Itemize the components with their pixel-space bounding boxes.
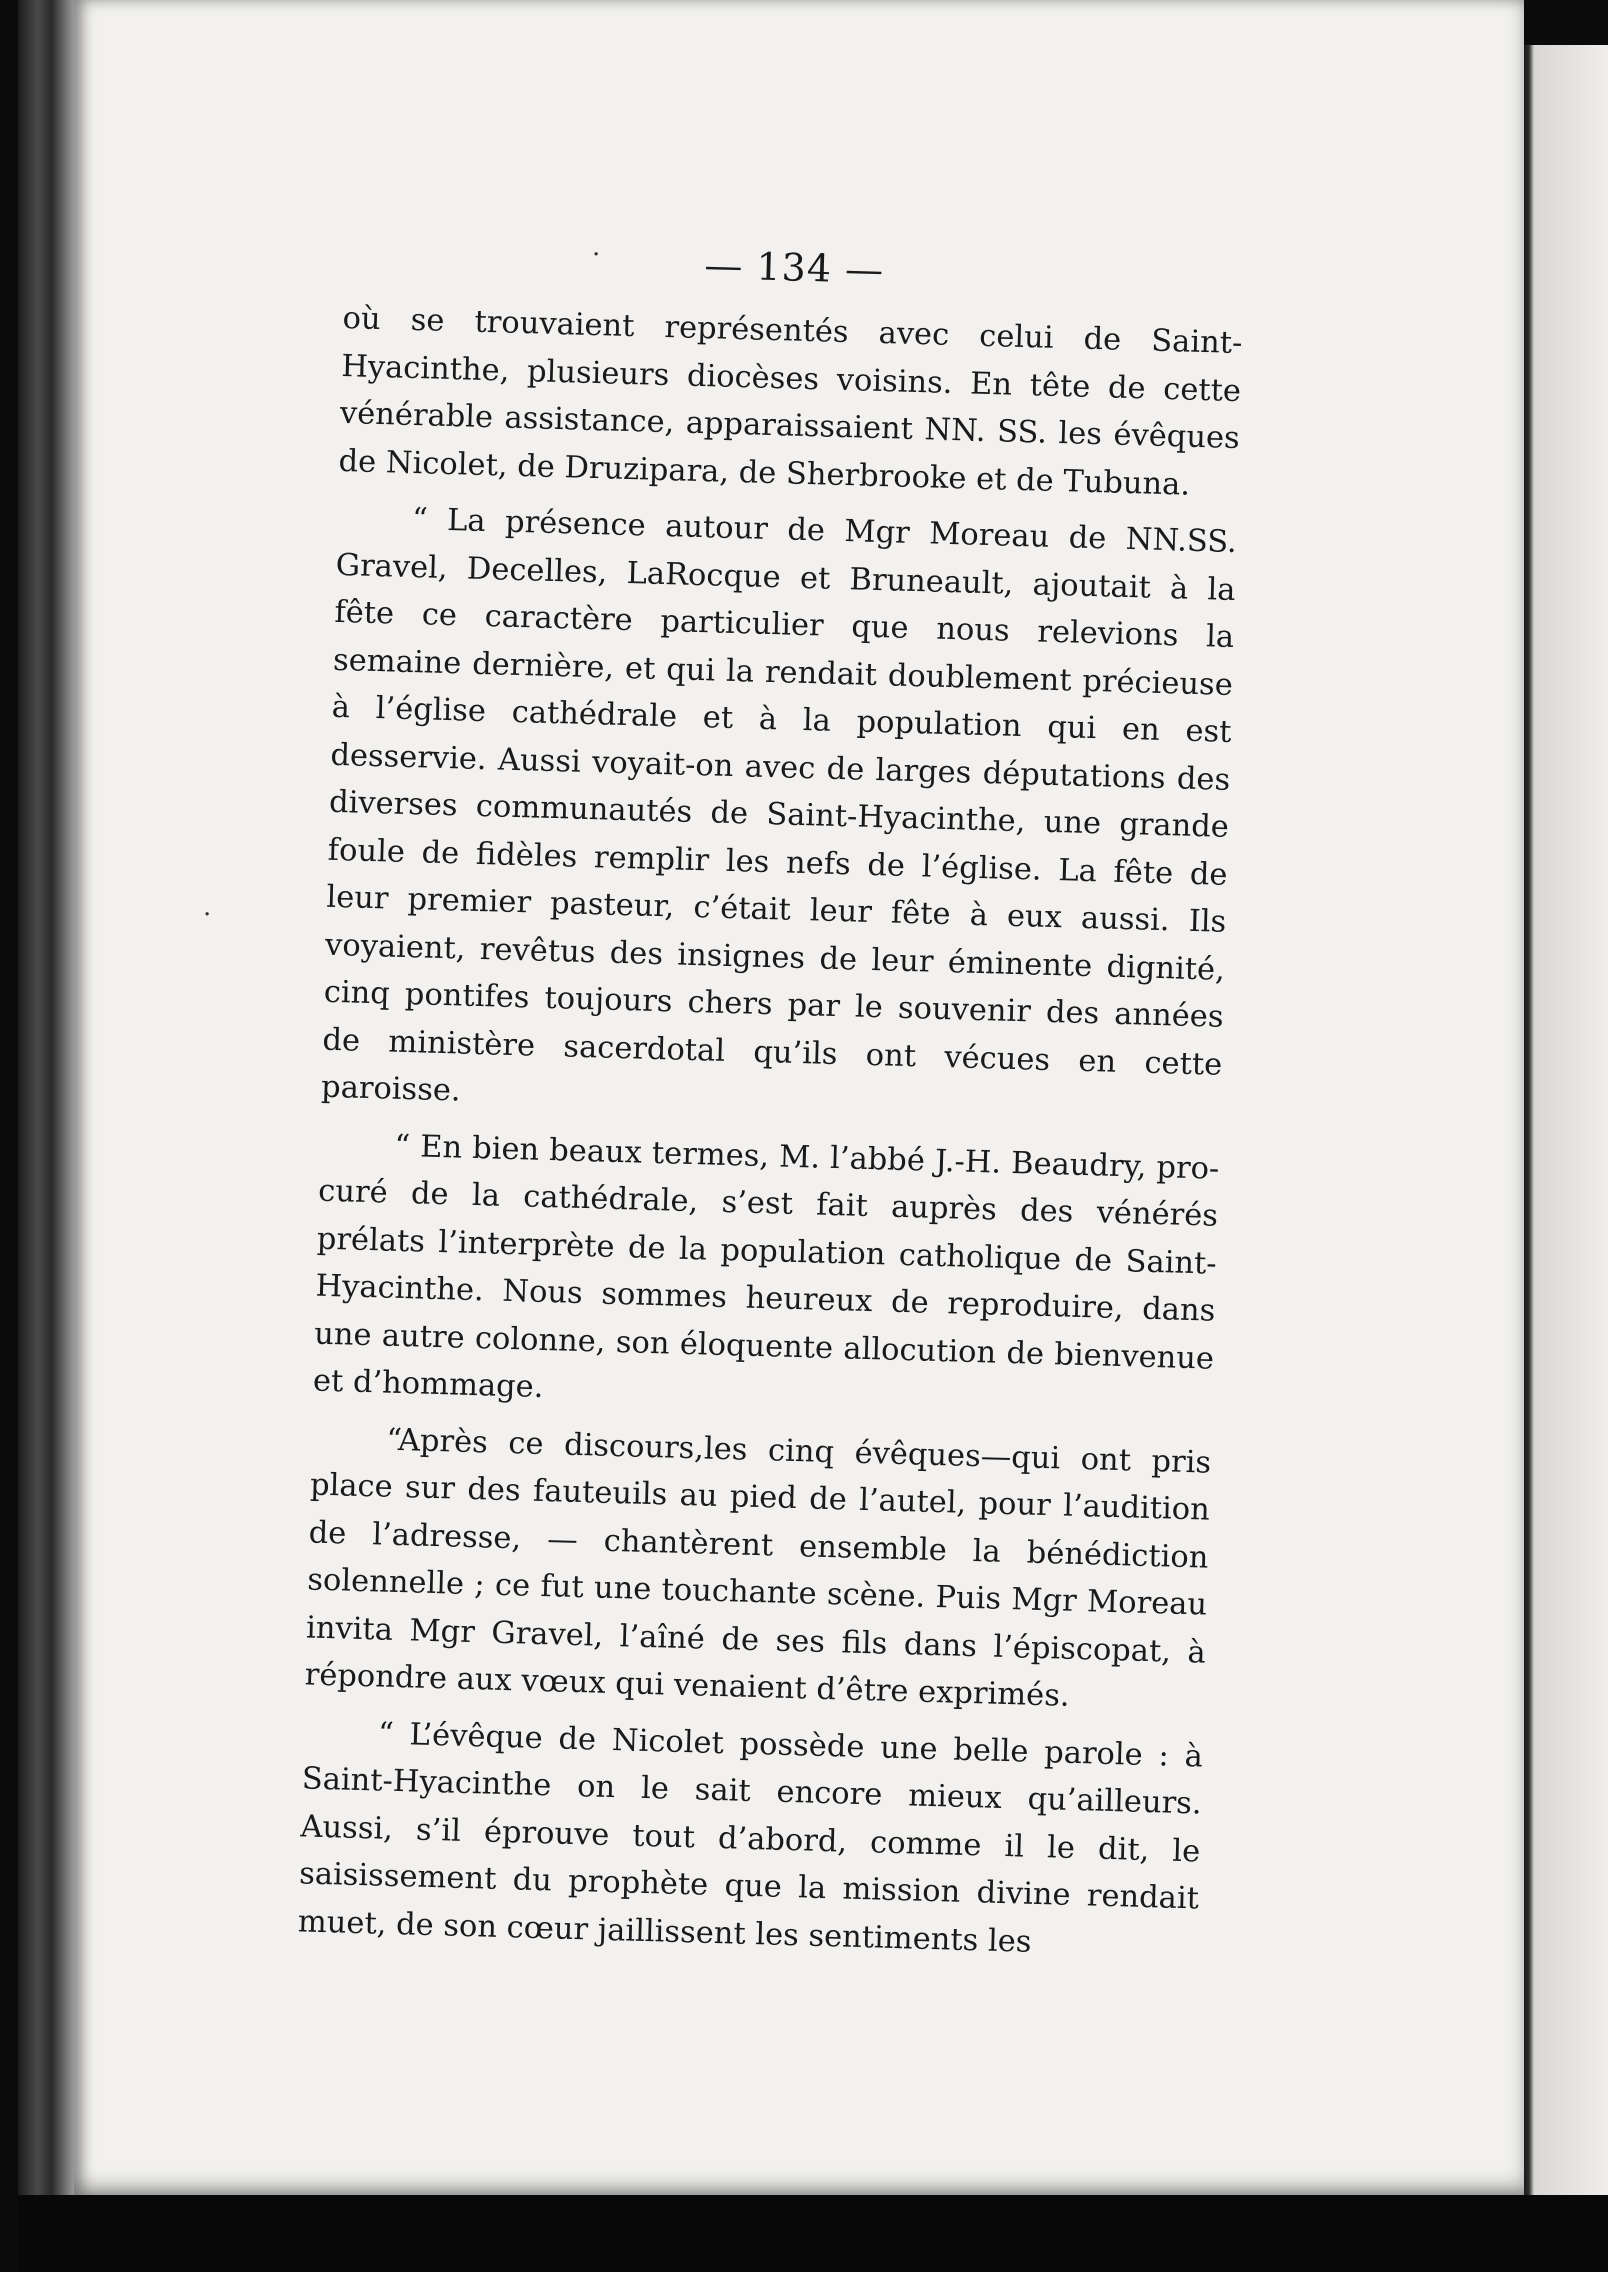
paragraph: “ En bien beaux termes, M. l’abbé J.-H. Beaudry, pro-curé de la cathédrale, s’est fait auprès des vénérés prélats l’interprète de la population catholique de Saint-Hyacinthe. Nous sommes heureux de reproduire, dans une autre colonne, son éloquente allocution de bienvenue et d’hommage. [312,1128,1220,1405]
paragraph: “ L’évêque de Nicolet possède une belle parole : à Saint-Hyacinthe on le sait encore mieux qu’ailleurs. Aussi, s’il éprouve tout d’abord, comme il le dit, le saisissement du prophète que la mission divine rendait muet, de son cœur jaillissent les sentiments les [297,1716,1204,1960]
paragraph: “ La présence autour de Mgr Moreau de NN.SS. Gravel, Decelles, LaRocque et Bruneault, ajoutait à la fête ce caractère particulier que nous relevions la semaine dernière, et qui la rendait doublement précieuse à l’église cathédrale et à la population qui en est desservie. Aussi voyait-on avec de larges députations des diverses communautés de Saint-Hyacinthe, une grande foule de fidèles remplir les nefs de l’église. La fête de leur premier pasteur, c’était leur fête à eux aussi. Ils voyaient, revêtus des insignes de leur éminente dignité, cinq pontifes toujours chers par le souvenir des années de ministère sacerdotal qu’ils ont vécues en cette paroisse. [320,501,1238,1109]
paragraph-continuation: où se trouvaient représentés avec celui de Saint-Hyacinthe, plusieurs diocèses voisins. En tête de cette vénérable assistance, apparaissaient NN. SS. les évêques de Nicolet, de Druzipara, de Sherbrooke et de Tubuna. [338,300,1243,503]
ink-speck: · [592,240,601,270]
page-number: — 134 — [703,243,885,293]
book-spine-edge [18,0,74,2195]
paragraph: “Après ce discours,les cinq évêques—qui ont pris place sur des fauteuils au pied de l’autel, pour l’audition de l’adresse, — chantèrent ensemble la bénédiction solennelle ; ce fut une touchante scène. Puis Mgr Moreau invita Mgr Gravel, l’aîné de ses fils dans l’épiscopat, à répondre aux vœux qui venaient d’être exprimés. [304,1422,1212,1714]
ink-speck: · [203,900,212,930]
adjacent-page-edge [1524,45,1608,2195]
page-text-block [297,235,1245,1979]
scan-bottom-border [18,2195,1608,2272]
